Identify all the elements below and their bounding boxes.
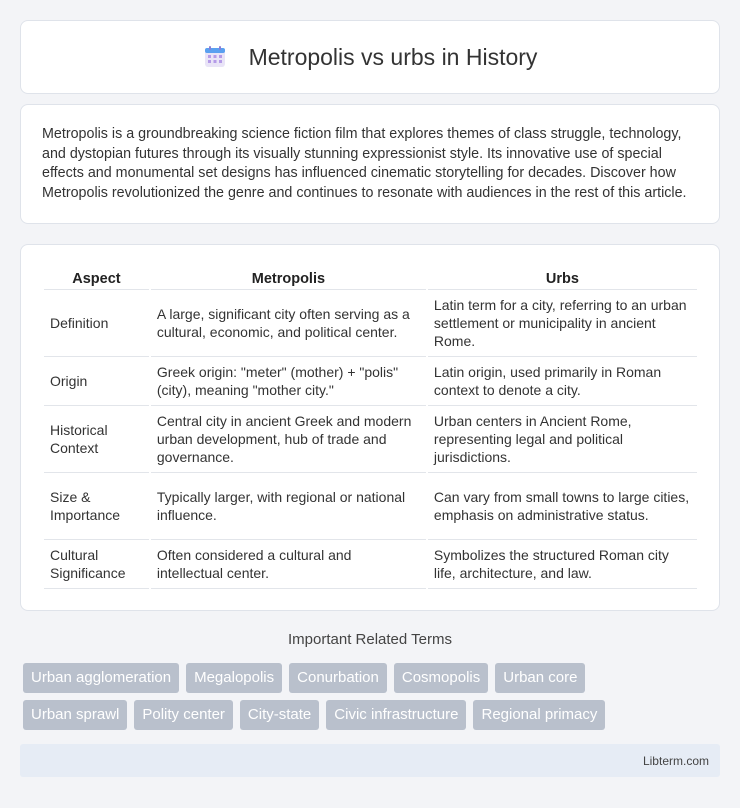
intro-card — [20, 104, 720, 224]
row-metropolis: A large, significant city often serving as a cultural, economic, and political center. — [151, 290, 426, 357]
row-urbs: Symbolizes the structured Roman city life, architecture, and law. — [428, 540, 697, 589]
row-aspect: Cultural Significance — [44, 540, 149, 589]
calendar-icon — [203, 45, 227, 69]
table-row — [44, 540, 697, 589]
tag-urban-sprawl[interactable]: Urban sprawl — [23, 700, 127, 730]
header-metropolis: Metropolis — [151, 265, 426, 290]
tag-row-2 — [23, 700, 723, 730]
table-row — [44, 406, 697, 473]
row-urbs: Latin origin, used primarily in Roman context to denote a city. — [428, 357, 697, 406]
tag-urban-core[interactable]: Urban core — [495, 663, 585, 693]
tag-row-1 — [23, 663, 723, 693]
row-aspect: Historical Context — [44, 406, 149, 473]
row-metropolis: Greek origin: "meter" (mother) + "polis" (city), meaning "mother city." — [151, 357, 426, 406]
row-aspect: Definition — [44, 290, 149, 357]
intro-text: Metropolis is a groundbreaking science fiction film that explores themes of class struggle, technology, and dystopian futures through its visually stunning expressionist style. Its innovative use of special effects and monumental set designs has influenced cinematic storytelling for decades. Discover how Metropolis revolutionized the genre and continues to resonate with audiences in the rest of this article. — [42, 126, 687, 201]
tag-city-state[interactable]: City-state — [240, 700, 319, 730]
table-row — [44, 357, 697, 406]
comparison-table-card — [20, 244, 720, 611]
header-inner — [203, 44, 538, 71]
row-metropolis: Central city in ancient Greek and modern urban development, hub of trade and governance. — [151, 406, 426, 473]
table-row — [44, 290, 697, 357]
footer-site-link[interactable]: Libterm.com — [642, 753, 709, 768]
row-aspect: Origin — [44, 357, 149, 406]
row-urbs: Can vary from small towns to large cities, emphasis on administrative status. — [428, 473, 697, 540]
tag-polity-center[interactable]: Polity center — [134, 700, 233, 730]
header-urbs: Urbs — [428, 265, 697, 290]
row-metropolis: Typically larger, with regional or national influence. — [151, 473, 426, 540]
tag-cosmopolis[interactable]: Cosmopolis — [394, 663, 488, 693]
page-title: Metropolis vs urbs in History — [248, 43, 538, 70]
footer — [20, 744, 720, 777]
header-card — [20, 20, 720, 94]
row-aspect: Size & Importance — [44, 473, 149, 540]
row-urbs: Urban centers in Ancient Rome, representing legal and political jurisdictions. — [428, 406, 697, 473]
comparison-table — [42, 265, 699, 589]
tag-civic-infrastructure[interactable]: Civic infrastructure — [326, 700, 466, 730]
tag-regional-primacy[interactable]: Regional primacy — [473, 700, 605, 730]
related-terms-title: Important Related Terms — [288, 631, 452, 648]
row-metropolis: Often considered a cultural and intellectual center. — [151, 540, 426, 589]
header-aspect: Aspect — [44, 265, 149, 290]
tag-conurbation[interactable]: Conurbation — [289, 663, 387, 693]
table-header-row — [44, 265, 697, 290]
related-terms-tags — [23, 663, 723, 737]
tag-megalopolis[interactable]: Megalopolis — [186, 663, 282, 693]
table-row — [44, 473, 697, 540]
row-urbs: Latin term for a city, referring to an urban settlement or municipality in ancient Rome. — [428, 290, 697, 357]
tag-urban-agglomeration[interactable]: Urban agglomeration — [23, 663, 179, 693]
